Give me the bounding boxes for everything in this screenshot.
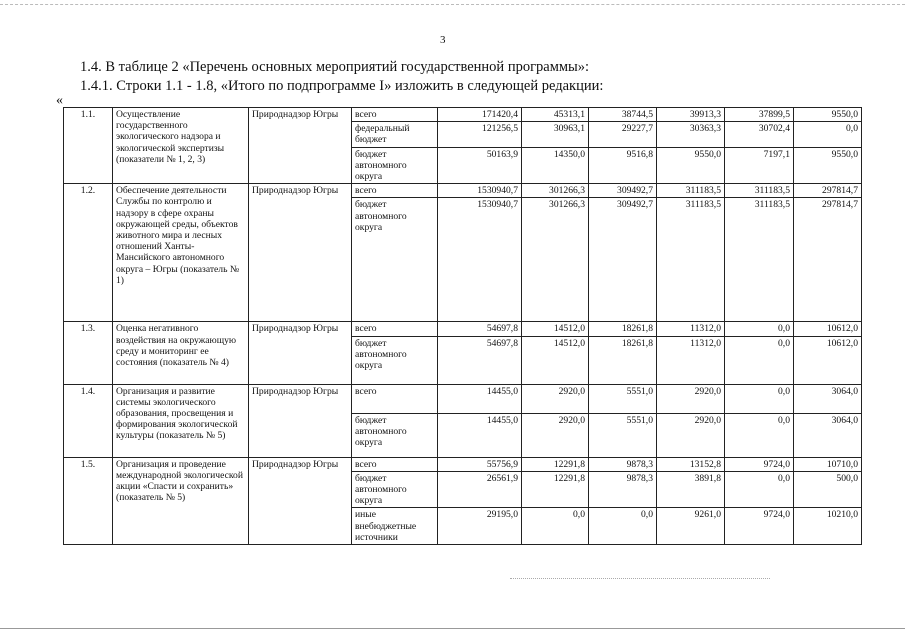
funding-value: 29227,7 [589,122,657,147]
funding-value: 0,0 [522,508,589,545]
funding-value: 1530940,7 [438,198,522,322]
table-row [64,108,862,122]
funding-value: 14512,0 [522,322,589,336]
funding-value: 5551,0 [589,384,657,413]
funding-value: 301266,3 [522,184,589,198]
table-row [64,384,862,413]
program-activities-table [63,107,862,545]
executor: Природнадзор Югры [249,108,352,184]
funding-value: 9550,0 [657,147,725,184]
funding-value: 9261,0 [657,508,725,545]
page-number: 3 [440,34,446,46]
table-row [64,322,862,336]
funding-value: 9724,0 [725,508,794,545]
funding-value: 55756,9 [438,457,522,471]
funding-value: 121256,5 [438,122,522,147]
funding-value: 0,0 [794,122,862,147]
funding-value: 297814,7 [794,198,862,322]
funding-value: 11312,0 [657,336,725,384]
funding-value: 37899,5 [725,108,794,122]
funding-value: 309492,7 [589,198,657,322]
funding-value: 12291,8 [522,457,589,471]
funding-value: 9550,0 [794,108,862,122]
funding-source: всего [352,322,438,336]
funding-value: 0,0 [725,336,794,384]
top-scan-rule [0,4,905,5]
activity-name: Организация и развитие системы экологического образования, просвещения и формирования экологической культуры (показатель № 5) [113,384,249,457]
funding-value: 3891,8 [657,471,725,508]
funding-value: 9550,0 [794,147,862,184]
table-row [64,184,862,198]
funding-value: 311183,5 [725,198,794,322]
funding-value: 9878,3 [589,471,657,508]
funding-source: бюджет автономного округа [352,147,438,184]
funding-value: 12291,8 [522,471,589,508]
funding-value: 30702,4 [725,122,794,147]
funding-source: бюджет автономного округа [352,471,438,508]
funding-value: 2920,0 [657,413,725,457]
opening-quote-mark: « [56,93,63,108]
funding-value: 297814,7 [794,184,862,198]
funding-value: 309492,7 [589,184,657,198]
funding-value: 18261,8 [589,336,657,384]
funding-value: 38744,5 [589,108,657,122]
funding-value: 311183,5 [657,184,725,198]
executor: Природнадзор Югры [249,184,352,322]
funding-value: 9878,3 [589,457,657,471]
funding-source: бюджет автономного округа [352,198,438,322]
funding-value: 11312,0 [657,322,725,336]
executor: Природнадзор Югры [249,322,352,384]
scan-marks [510,578,770,589]
funding-value: 45313,1 [522,108,589,122]
row-number: 1.2. [64,184,113,322]
funding-value: 9724,0 [725,457,794,471]
funding-value: 0,0 [725,322,794,336]
table-row [64,457,862,471]
funding-value: 30363,3 [657,122,725,147]
funding-value: 18261,8 [589,322,657,336]
activity-name: Организация и проведение международной экологической акции «Спасти и сохранить» (показатель № 5) [113,457,249,544]
funding-value: 0,0 [725,471,794,508]
funding-source: бюджет автономного округа [352,413,438,457]
funding-source: всего [352,384,438,413]
funding-value: 14512,0 [522,336,589,384]
funding-value: 5551,0 [589,413,657,457]
funding-value: 50163,9 [438,147,522,184]
funding-value: 54697,8 [438,322,522,336]
funding-value: 9516,8 [589,147,657,184]
funding-value: 29195,0 [438,508,522,545]
row-number: 1.4. [64,384,113,457]
funding-value: 500,0 [794,471,862,508]
executor: Природнадзор Югры [249,457,352,544]
funding-source: всего [352,184,438,198]
funding-value: 13152,8 [657,457,725,471]
subsection-heading: 1.4.1. Строки 1.1 - 1.8, «Итого по подпрограмме I» изложить в следующей редакции: [80,78,604,94]
executor: Природнадзор Югры [249,384,352,457]
activity-name: Оценка негативного воздействия на окружающую среду и мониторинг ее состояния (показатель № 4) [113,322,249,384]
funding-value: 10612,0 [794,336,862,384]
funding-value: 311183,5 [657,198,725,322]
section-heading: 1.4. В таблице 2 «Перечень основных мероприятий государственной программы»: [80,59,590,75]
funding-source: всего [352,457,438,471]
funding-value: 10210,0 [794,508,862,545]
funding-value: 3064,0 [794,384,862,413]
funding-value: 3064,0 [794,413,862,457]
funding-value: 26561,9 [438,471,522,508]
row-number: 1.3. [64,322,113,384]
funding-value: 54697,8 [438,336,522,384]
funding-value: 2920,0 [657,384,725,413]
activity-name: Осуществление государственного экологического надзора и экологической экспертизы (показатели № 1, 2, 3) [113,108,249,184]
funding-value: 171420,4 [438,108,522,122]
funding-value: 2920,0 [522,384,589,413]
row-number: 1.5. [64,457,113,544]
activity-name: Обеспечение деятельности Службы по контролю и надзору в сфере охраны окружающей среды, объектов животного мира и лесных отношений Ханты-Мансийского автономного округа – Югры (показатель № 1) [113,184,249,322]
funding-source: федеральный бюджет [352,122,438,147]
bottom-scan-rule [0,628,905,629]
funding-value: 0,0 [589,508,657,545]
row-number: 1.1. [64,108,113,184]
funding-value: 301266,3 [522,198,589,322]
funding-value: 39913,3 [657,108,725,122]
funding-value: 30963,1 [522,122,589,147]
funding-value: 311183,5 [725,184,794,198]
funding-value: 14350,0 [522,147,589,184]
funding-value: 14455,0 [438,384,522,413]
funding-value: 14455,0 [438,413,522,457]
funding-value: 2920,0 [522,413,589,457]
funding-source: всего [352,108,438,122]
funding-value: 7197,1 [725,147,794,184]
funding-value: 0,0 [725,384,794,413]
funding-value: 10710,0 [794,457,862,471]
funding-value: 10612,0 [794,322,862,336]
funding-source: иные внебюджетные источники [352,508,438,545]
funding-value: 0,0 [725,413,794,457]
funding-value: 1530940,7 [438,184,522,198]
funding-source: бюджет автономного округа [352,336,438,384]
